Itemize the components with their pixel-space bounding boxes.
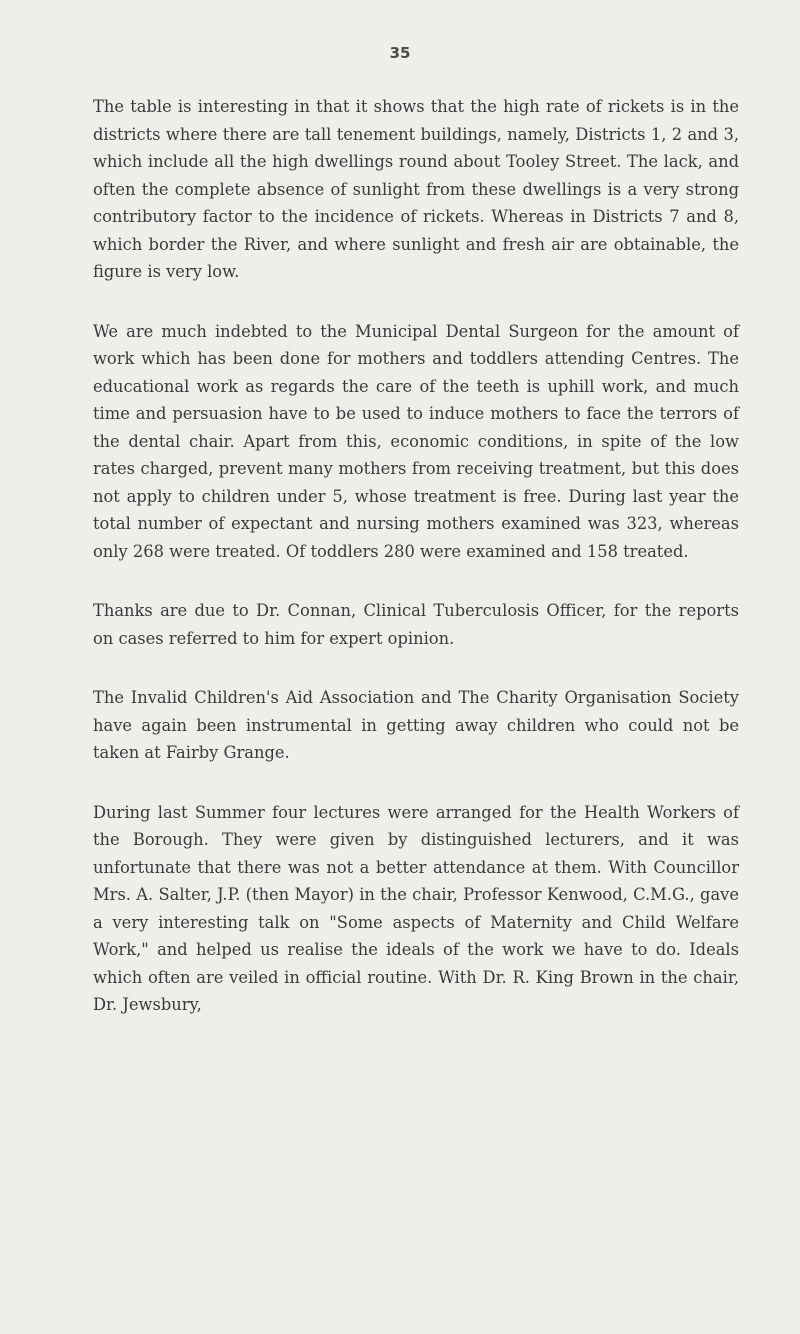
- paragraph-lectures: During last Summer four lectures were arranged for the Health Workers of the Borough. They were given by distinguished lecturers, and it was unfortunate that there was not a better attendance at them. With Councillor Mrs. A. Salter, J.P. (then Mayor) in the chair, Professor Kenwood, C.M.G., gave a very interesting talk on "Some aspects of Maternity and Child Welfare Work," and helped us realise the ideals of the work we have to do. Ideals which often are veiled in official routine. With Dr. R. King Brown in the chair, Dr. Jewsbury,: [93, 802, 739, 1014]
- body-text: [93, 93, 739, 1051]
- page-number: 35: [389, 44, 411, 62]
- paragraph-dental-surgeon: We are much indebted to the Municipal Dental Surgeon for the amount of work which has been done for mothers and toddlers attending Centres. The educational work as regards the care of the teeth is uphill work, and much time and persuasion have to be used to induce mothers to face the terrors of the dental chair. Apart from this, economic conditions, in spite of the low rates charged, prevent many mothers from receiving treatment, but this does not apply to children under 5, whose treatment is free. During last year the total number of expectant and nursing mothers examined was 323, whereas only 268 were treated. Of toddlers 280 were examined and 158 treated.: [93, 321, 739, 561]
- paragraph-rickets: The table is interesting in that it shows that the high rate of rickets is in the districts where there are tall tenement buildings, namely, Districts 1, 2 and 3, which include all the high dwellings round about Tooley Street. The lack, and often the complete absence of sunlight from these dwellings is a very strong contributory factor to the incidence of rickets. Whereas in Districts 7 and 8, which border the River, and where sunlight and fresh air are obtainable, the figure is very low.: [93, 97, 739, 281]
- paragraph-tuberculosis: Thanks are due to Dr. Connan, Clinical Tuberculosis Officer, for the reports on cases referred to him for expert opinion.: [93, 601, 739, 648]
- paragraph-invalid-childrens-aid: The Invalid Children's Aid Association and The Charity Organisation Society have again been instrumental in getting away children who could not be taken at Fairby Grange.: [93, 688, 739, 762]
